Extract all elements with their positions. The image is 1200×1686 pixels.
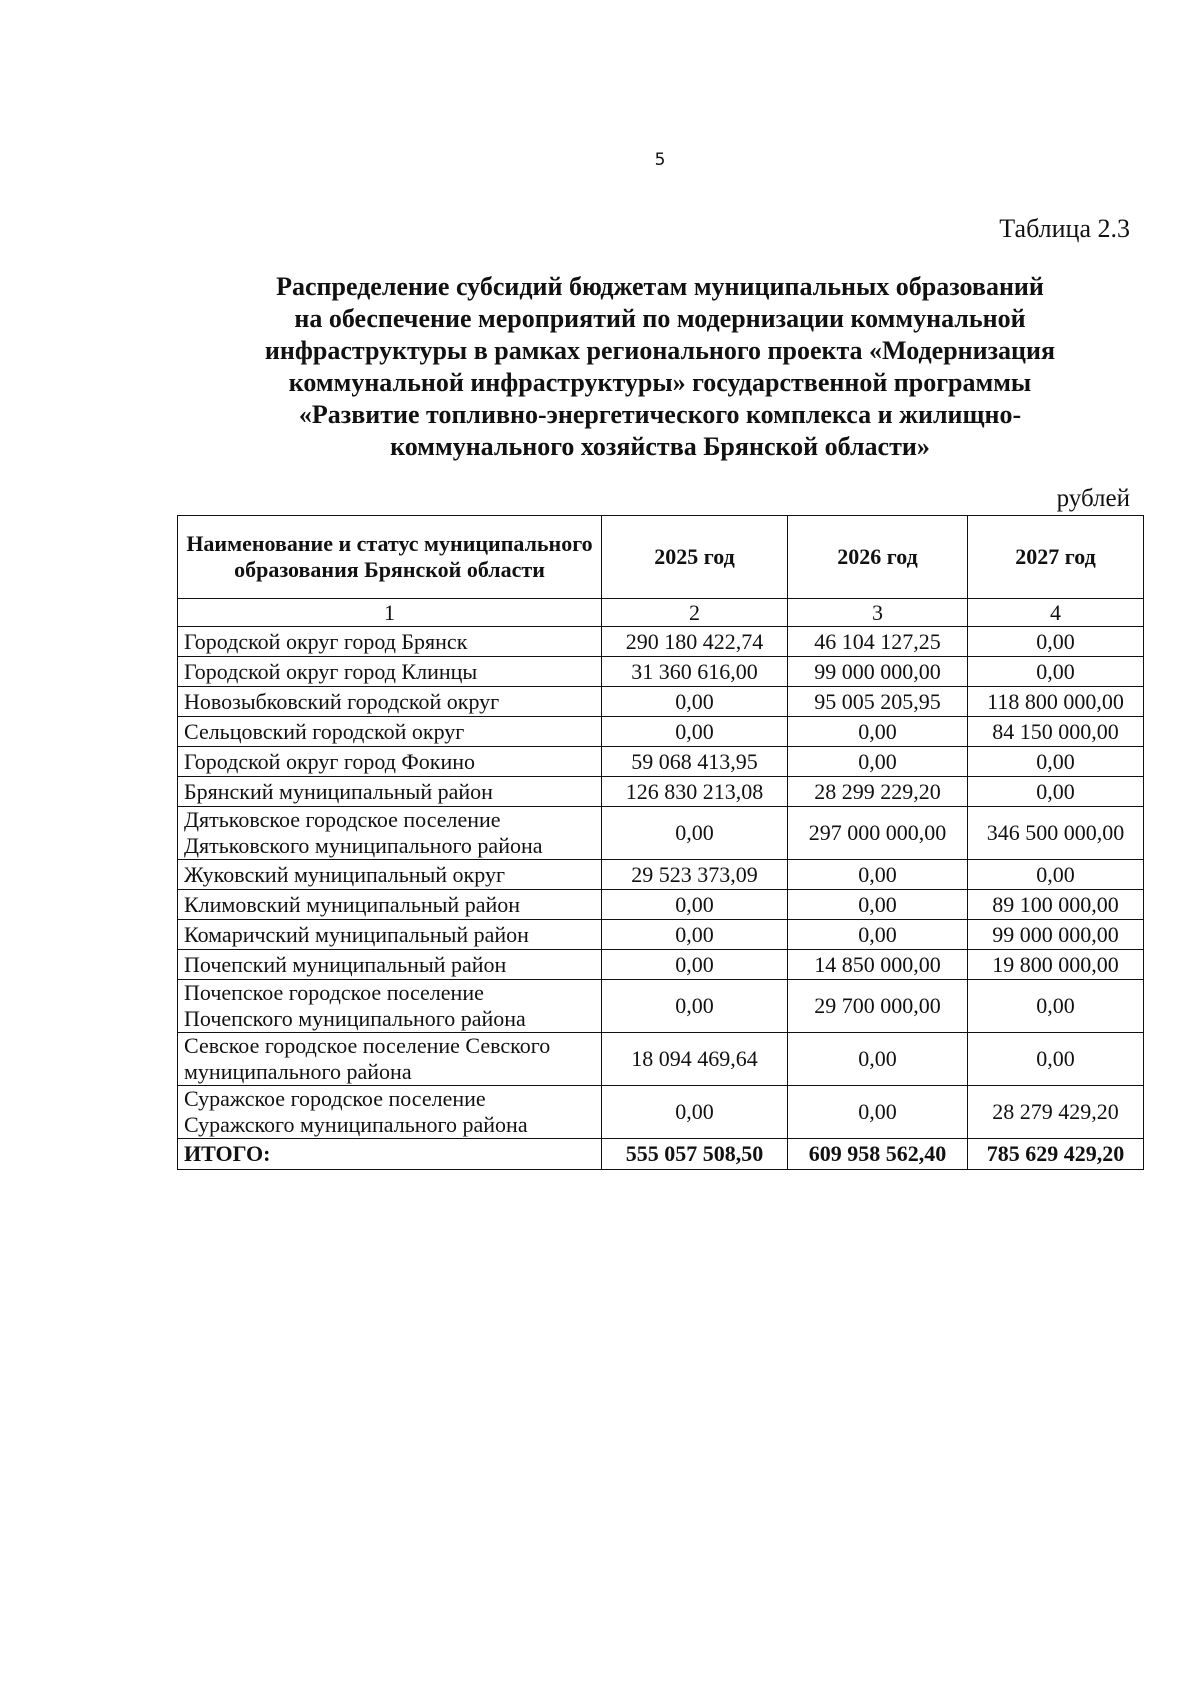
- table-row: [178, 1033, 1144, 1086]
- value-2026: 0,00: [788, 1033, 968, 1086]
- table-label: Таблица 2.3: [999, 214, 1130, 243]
- value-2026: 29 700 000,00: [788, 980, 968, 1033]
- value-2027: 118 800 000,00: [968, 687, 1144, 717]
- table-row: [178, 1086, 1144, 1139]
- table-row: [178, 747, 1144, 777]
- municipality-name: Сельцовский городской округ: [178, 717, 602, 747]
- municipality-name: Брянский муниципальный район: [178, 777, 602, 807]
- value-2025: 0,00: [602, 950, 788, 980]
- table-row: [178, 807, 1144, 860]
- value-2025: 0,00: [602, 717, 788, 747]
- table-row: [178, 687, 1144, 717]
- title-line: Распределение субсидий бюджетам муниципальных образований: [276, 272, 1044, 301]
- title-line: коммунального хозяйства Брянской области»: [390, 432, 930, 461]
- title-line: коммунальной инфраструктуры» государственной программы: [288, 368, 1032, 397]
- value-2026: 0,00: [788, 747, 968, 777]
- municipality-name: Городской округ город Фокино: [178, 747, 602, 777]
- value-2025: 0,00: [602, 687, 788, 717]
- header-year-2026: 2026 год: [788, 516, 968, 599]
- value-2027: 0,00: [968, 747, 1144, 777]
- page-number: 5: [654, 150, 666, 170]
- municipality-name: Почепский муниципальный район: [178, 950, 602, 980]
- table-row: [178, 950, 1144, 980]
- table-row: [178, 657, 1144, 687]
- value-2027: 89 100 000,00: [968, 890, 1144, 920]
- header-year-2025: 2025 год: [602, 516, 788, 599]
- value-2025: 0,00: [602, 920, 788, 950]
- value-2025: 0,00: [602, 890, 788, 920]
- value-2025: 18 094 469,64: [602, 1033, 788, 1086]
- value-2026: 0,00: [788, 890, 968, 920]
- municipality-name: Климовский муниципальный район: [178, 890, 602, 920]
- municipality-name: Городской округ город Клинцы: [178, 657, 602, 687]
- value-2027: 0,00: [968, 1033, 1144, 1086]
- column-number: 1: [178, 599, 602, 627]
- total-2025: 555 057 508,50: [602, 1139, 788, 1170]
- column-number-row: [178, 599, 1144, 627]
- municipality-name: Севское городское поселение Севского муниципального района: [178, 1033, 602, 1086]
- title-line: «Развитие топливно-энергетического комплекса и жилищно-: [298, 400, 1022, 429]
- total-2027: 785 629 429,20: [968, 1139, 1144, 1170]
- table-row: [178, 980, 1144, 1033]
- value-2025: 31 360 616,00: [602, 657, 788, 687]
- value-2026: 0,00: [788, 920, 968, 950]
- value-2027: 84 150 000,00: [968, 717, 1144, 747]
- value-2027: 0,00: [968, 627, 1144, 657]
- title-line: инфраструктуры в рамках регионального проекта «Модернизация: [264, 336, 1056, 365]
- total-label: ИТОГО:: [178, 1139, 602, 1170]
- municipality-name: Городской округ город Брянск: [178, 627, 602, 657]
- value-2025: 59 068 413,95: [602, 747, 788, 777]
- subsidy-distribution-table: [177, 515, 1144, 1170]
- value-2026: 14 850 000,00: [788, 950, 968, 980]
- value-2025: 29 523 373,09: [602, 860, 788, 890]
- total-row: [178, 1139, 1144, 1170]
- table-header-row: [178, 516, 1144, 599]
- column-number: 2: [602, 599, 788, 627]
- value-2025: 0,00: [602, 980, 788, 1033]
- value-2027: 19 800 000,00: [968, 950, 1144, 980]
- value-2026: 0,00: [788, 717, 968, 747]
- value-2027: 28 279 429,20: [968, 1086, 1144, 1139]
- value-2026: 0,00: [788, 860, 968, 890]
- table-row: [178, 860, 1144, 890]
- value-2027: 0,00: [968, 980, 1144, 1033]
- column-number: 4: [968, 599, 1144, 627]
- value-2025: 0,00: [602, 807, 788, 860]
- table-row: [178, 777, 1144, 807]
- municipality-name: Суражское городское поселение Суражского муниципального района: [178, 1086, 602, 1139]
- table-row: [178, 627, 1144, 657]
- municipality-name: Новозыбковский городской округ: [178, 687, 602, 717]
- value-2027: 0,00: [968, 860, 1144, 890]
- value-2025: 0,00: [602, 1086, 788, 1139]
- value-2025: 290 180 422,74: [602, 627, 788, 657]
- table-body: [178, 599, 1144, 1170]
- value-2026: 95 005 205,95: [788, 687, 968, 717]
- municipality-name: Жуковский муниципальный округ: [178, 860, 602, 890]
- total-2026: 609 958 562,40: [788, 1139, 968, 1170]
- title-line: на обеспечение мероприятий по модернизации коммунальной: [294, 304, 1026, 333]
- value-2026: 297 000 000,00: [788, 807, 968, 860]
- table-row: [178, 920, 1144, 950]
- header-year-2027: 2027 год: [968, 516, 1144, 599]
- value-2027: 0,00: [968, 657, 1144, 687]
- table-row: [178, 717, 1144, 747]
- municipality-name: Почепское городское поселение Почепского муниципального района: [178, 980, 602, 1033]
- municipality-name: Дятьковское городское поселение Дятьковского муниципального района: [178, 807, 602, 860]
- document-title: [195, 271, 1125, 463]
- column-number: 3: [788, 599, 968, 627]
- value-2026: 99 000 000,00: [788, 657, 968, 687]
- table-row: [178, 890, 1144, 920]
- value-2026: 0,00: [788, 1086, 968, 1139]
- value-2027: 99 000 000,00: [968, 920, 1144, 950]
- value-2025: 126 830 213,08: [602, 777, 788, 807]
- value-2027: 346 500 000,00: [968, 807, 1144, 860]
- municipality-name: Комаричский муниципальный район: [178, 920, 602, 950]
- value-2026: 28 299 229,20: [788, 777, 968, 807]
- units-label: рублей: [1056, 485, 1130, 512]
- header-municipality: Наименование и статус муниципального образования Брянской области: [178, 516, 602, 599]
- value-2026: 46 104 127,25: [788, 627, 968, 657]
- value-2027: 0,00: [968, 777, 1144, 807]
